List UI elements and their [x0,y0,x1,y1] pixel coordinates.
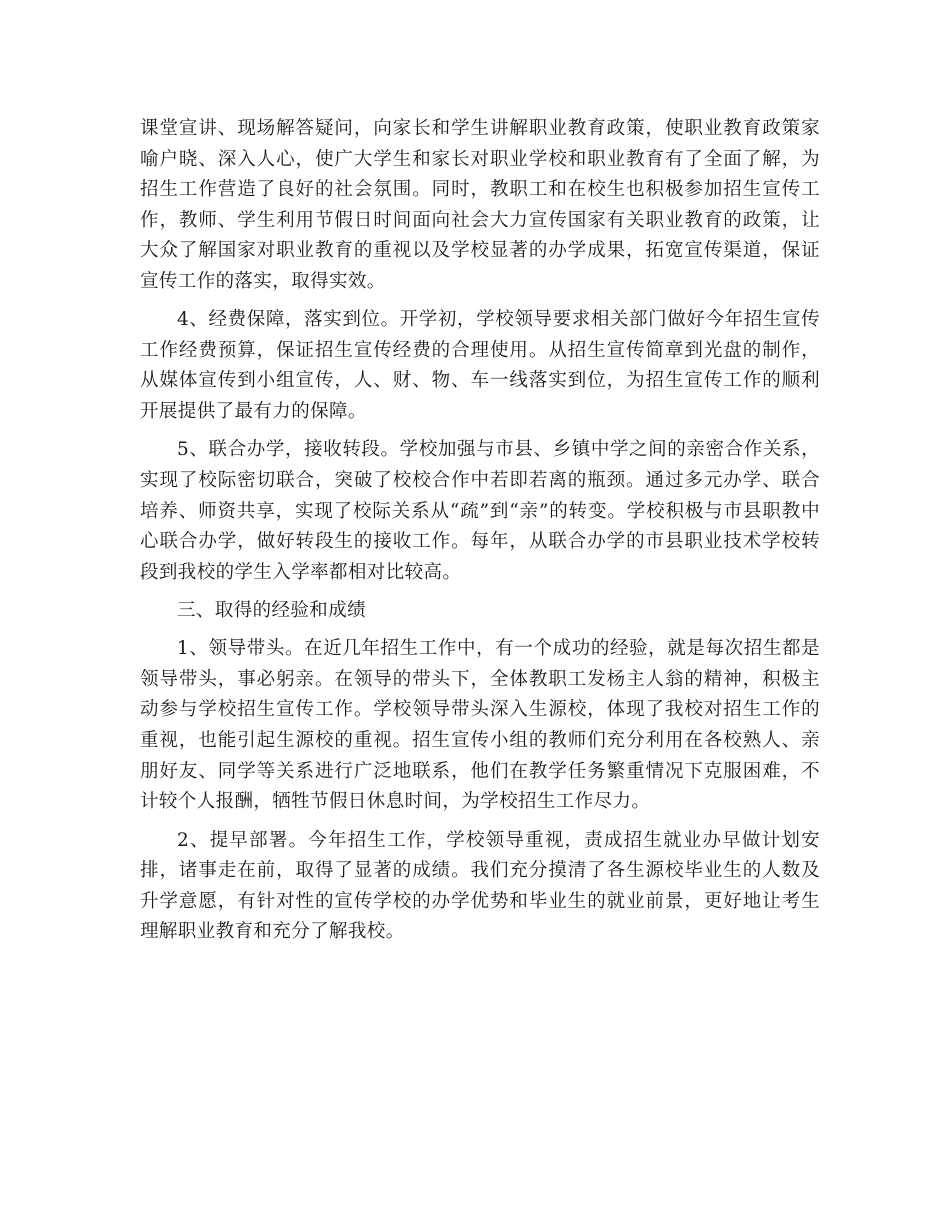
document-body [140,114,820,956]
paragraph-funding-guarantee: 4、经费保障，落实到位。开学初，学校领导要求相关部门做好今年招生宣传工作经费预算，保证招生宣传经费的合理使用。从招生宣传简章到光盘的制作，从媒体宣传到小组宣传，人、财、物、车一线落实到位，为招生宣传工作的顺利开展提供了最有力的保障。 [140,309,820,423]
paragraph-leadership: 1、领导带头。在近几年招生工作中，有一个成功的经验，就是每次招生都是领导带头，事必躬亲。在领导的带头下，全体教职工发杨主人翁的精神，积极主动参与学校招生宣传工作。学校领导带头深入生源校，体现了我校对招生工作的重视，也能引起生源校的重视。招生宣传小组的教师们充分利用在各校熟人、亲朋好友、同学等关系进行广泛地联系，他们在教学任务繁重情况下克服困难，不计较个人报酬，牺牲节假日休息时间，为学校招生工作尽力。 [140,638,820,813]
section-heading-experience: 三、取得的经验和成绩 [177,599,367,621]
paragraph-early-deployment: 2、提早部署。今年招生工作，学校领导重视，责成招生就业办早做计划安排，诸事走在前，取得了显著的成绩。我们充分摸清了各生源校毕业生的人数及升学意愿，有针对性的宣传学校的办学优势和毕业生的就业前景，更好地让考生理解职业教育和充分了解我校。 [140,829,820,943]
paragraph-joint-schooling: 5、联合办学，接收转段。学校加强与市县、乡镇中学之间的亲密合作关系，实现了校际密切联合，突破了校校合作中若即若离的瓶颈。通过多元办学、联合培养、师资共享，实现了校际关系从“疏”到“亲”的转变。学校积极与市县职教中心联合办学，做好转段生的接收工作。每年，从联合办学的市县职业技术学校转段到我校的学生入学率都相对比较高。 [140,439,820,583]
paragraph-promotion-activities: 课堂宣讲、现场解答疑问，向家长和学生讲解职业教育政策，使职业教育政策家喻户晓、深入人心，使广大学生和家长对职业学校和职业教育有了全面了解，为招生工作营造了良好的社会氛围。同时，教职工和在校生也积极参加招生宣传工作，教师、学生利用节假日时间面向社会大力宣传国家有关职业教育的政策，让大众了解国家对职业教育的重视以及学校显著的办学成果，拓宽宣传渠道，保证宣传工作的落实，取得实效。 [140,118,820,292]
